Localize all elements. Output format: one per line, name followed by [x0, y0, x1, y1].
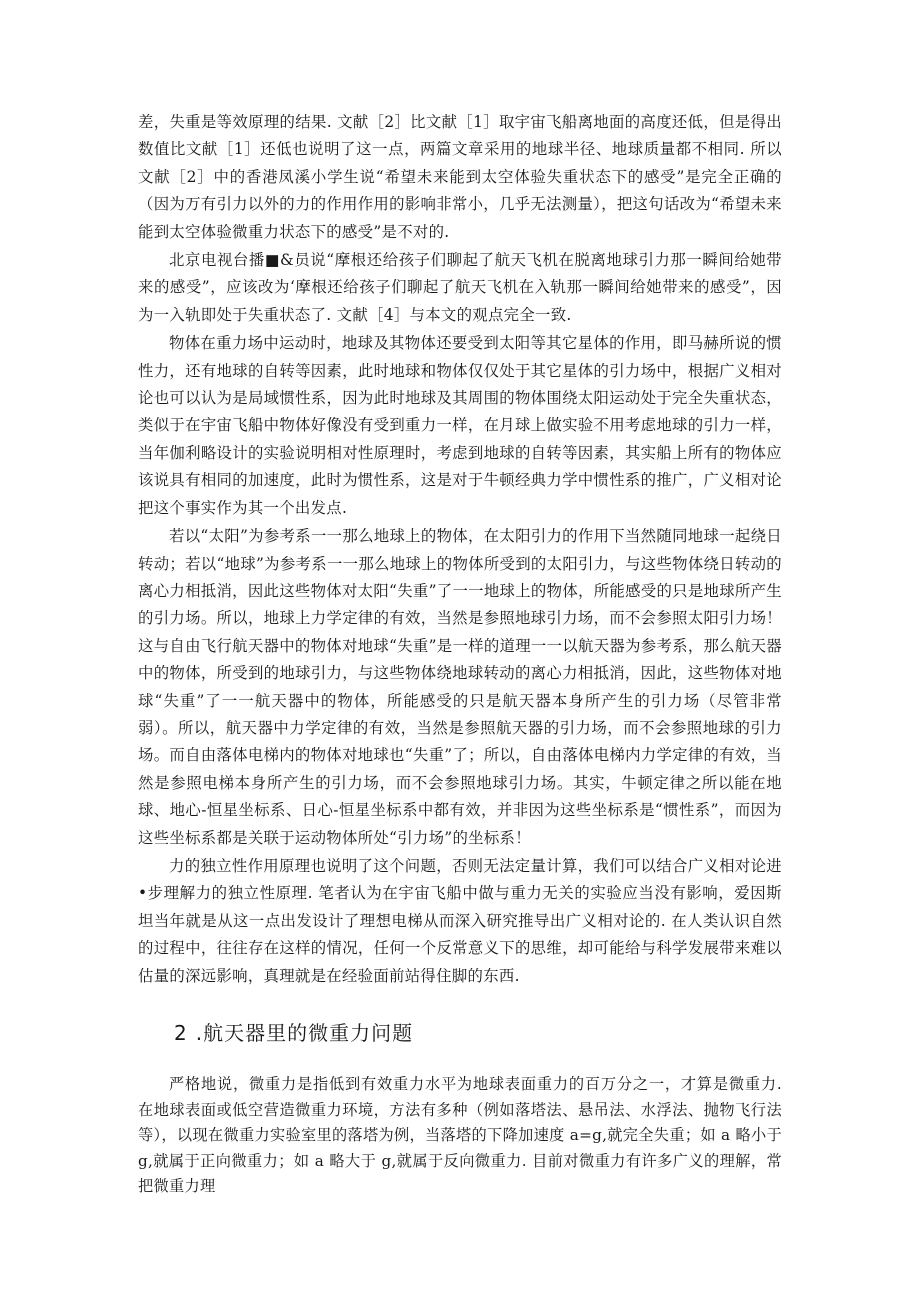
section-number: 2	[174, 1021, 188, 1045]
document-body	[138, 109, 782, 1200]
paragraph-3: 物体在重力场中运动时，地球及其物体还要受到太阳等其它星体的作用，即马赫所说的惯性力，还有地球的自转等因素，此时地球和物体仅仅处于其它星体的引力场中，根据广义相对论也可以认为是局域惯性系，因为此时地球及其周围的物体围绕太阳运动处于完全失重状态，类似于在宇宙飞船中物体好像没有受到重力一样，在月球上做实验不用考虑地球的引力一样，当年伽利略设计的实验说明相对性原理时，考虑到地球的自转等因素，其实船上所有的物体应该说具有相同的加速度，此时为惯性系，这是对于牛顿经典力学中惯性系的推广，广义相对论把这个事实作为其一个出发点.	[138, 334, 782, 517]
paragraph-1: 差，失重是等效原理的结果. 文献［2］比文献［1］取宇宙飞船离地面的高度还低，但是得出数值比文献［1］还低也说明了这一点，两篇文章采用的地球半径、地球质量都不相同. 所以文献［2］中的香港凤溪小学生说“希望未来能到太空体验失重状态下的感受”是完全正确的（因为万有引力以外的力的作用作用的影响非常小，几乎无法测量），把这句话改为“希望未来能到太空体验微重力状态下的感受”是不对的.	[138, 113, 782, 241]
section-title: .航天器里的微重力问题	[195, 1021, 414, 1045]
section-2-paragraph-1: 严格地说，微重力是指低到有效重力水平为地球表面重力的百万分之一，才算是微重力. 在地球表面或低空营造微重力环境，方法有多种（例如落塔法、悬吊法、水浮法、抛物飞行法等），以现在微重力实验室里的落塔为例，当落塔的下降加速度 a=g,就完全失重；如 a 略小于 g,就属于正向微重力；如 a 略大于 g,就属于反向微重力. 目前对微重力有许多广义的理解，常把微重力理	[138, 1075, 782, 1196]
section-heading	[138, 1018, 782, 1048]
paragraph-4: 若以“太阳”为参考系一一那么地球上的物体，在太阳引力的作用下当然随同地球一起绕日转动；若以“地球”为参考系一一那么地球上的物体所受到的太阳引力，与这些物体绕日转动的离心力相抵消，因此这些物体对太阳“失重”了一一地球上的物体，所能感受的只是地球所产生的引力场。所以，地球上力学定律的有效，当然是参照地球引力场，而不会参照太阳引力场！这与自由飞行航天器中的物体对地球“失重”是一样的道理一一以航天器为参考系，那么航天器中的物体，所受到的地球引力，与这些物体绕地球转动的离心力相抵消，因此，这些物体对地球“失重”了一一航天器中的物体，所能感受的只是航天器本身所产生的引力场（尽管非常弱）。所以，航天器中力学定律的有效，当然是参照航天器的引力场，而不会参照地球的引力场。而自由落体电梯内的物体对地球也“失重”了；所以，自由落体电梯内力学定律的有效，当然是参照电梯本身所产生的引力场，而不会参照地球引力场。其实，牛顿定律之所以能在地球、地心-恒星坐标系、日心-恒星坐标系中都有效，并非因为这些坐标系是“惯性系”，而因为这些坐标系都是关联于运动物体所处“引力场”的坐标系！	[138, 527, 782, 847]
paragraph-2: 北京电视台播■&员说“摩根还给孩子们聊起了航天飞机在脱离地球引力那一瞬间给她带来的感受”，应该改为‘摩根还给孩子们聊起了航天飞机在入轨那一瞬间给她带来的感受”，因为一入轨即处于失重状态了. 文献［4］与本文的观点完全一致.	[138, 251, 782, 324]
section-2-body	[138, 1072, 782, 1200]
paragraph-5: 力的独立性作用原理也说明了这个问题，否则无法定量计算，我们可以结合广义相对论进•步理解力的独立性原理. 笔者认为在宇宙飞船中做与重力无关的实验应当没有影响，爱因斯坦当年就是从这一点出发设计了理想电梯从而深入研究推导出广义相对论的. 在人类认识自然的过程中，往往存在这样的情况，任何一个反常意义下的思维，却可能给与科学发展带来难以估量的深远影响，真理就是在经验面前站得住脚的东西.	[138, 856, 782, 985]
